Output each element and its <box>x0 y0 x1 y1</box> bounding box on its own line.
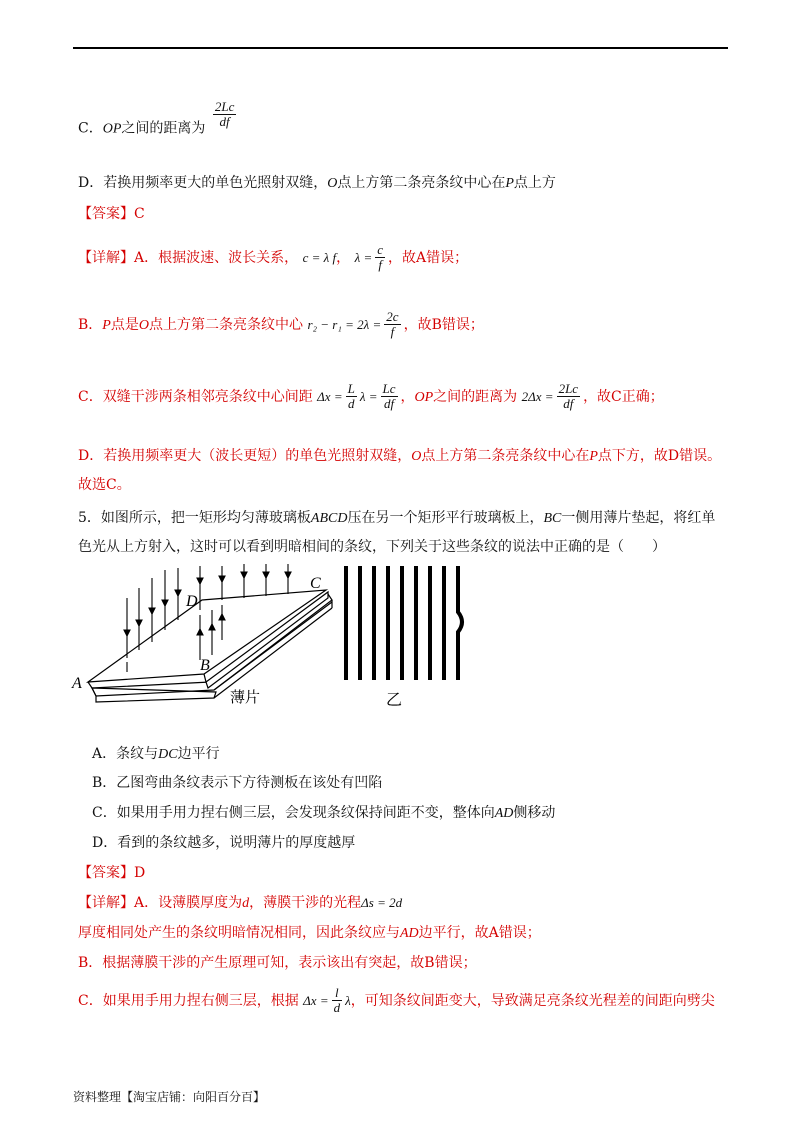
detail-4-line-5: 故选C。 <box>78 477 131 493</box>
label-shim: 薄片 <box>230 688 261 706</box>
question-5-line-1: 5．如图所示，把一矩形均匀薄玻璃板ABCD压在另一个矩形平行玻璃板上，BC一侧用薄片垫起，将红单 <box>78 510 716 526</box>
detail-5-line-1: 【详解】A．设薄膜厚度为d，薄膜干涉的光程Δs = 2d <box>78 895 403 911</box>
footer-source: 资料整理【淘宝店铺：向阳百分百】 <box>73 1090 266 1104</box>
label-yi: 乙 <box>386 690 403 709</box>
detail-5-line-2: 厚度相同处产生的条纹明暗情况相同，因此条纹应与AD边平行，故A错误； <box>78 925 541 941</box>
detail-5-line-4: C．如果用手用力捏右侧三层，根据 Δx = $\frac{l}{d}$ λ，可知条纹间距变大，导致满足亮条纹光程差的间距向劈尖 <box>78 985 715 1016</box>
detail-5-line-3: B．根据薄膜干涉的产生原理可知，表示该出有突起，故B错误； <box>78 955 477 971</box>
detail-4-line-4: D．若换用频率更大（波长更短）的单色光照射双缝，O点上方第二条亮条纹中心在P点下方，故D错误。 <box>78 448 722 464</box>
q5-option-d: D．看到的条纹越多，说明薄片的厚度越厚 <box>92 835 356 851</box>
label-a: A <box>72 675 82 692</box>
question-5-line-2: 色光从上方射入，这时可以看到明暗相间的条纹，下列关于这些条纹的说法中正确的是（ ） <box>78 539 666 555</box>
answer-4: 【答案】C <box>78 206 145 222</box>
figure-question-5 <box>70 560 450 714</box>
option-d-prev: D．若换用频率更大的单色光照射双缝，O点上方第二条亮条纹中心在P点上方 <box>78 175 556 191</box>
label-c: C <box>310 575 321 592</box>
header-rule <box>73 47 728 49</box>
label-b: B <box>200 657 210 674</box>
detail-4-line-3: C．双缝干涉两条相邻亮条纹中心间距 Δx = $\frac{L}{d}$ λ = $\frac{Lc}{df}$ ，OP之间的距离为 2Δx = $\frac{2Lc}{df}$ ，故C正确； <box>78 381 664 412</box>
option-c-prev: C．OP之间的距离为 $\frac{2Lc}{df}$ <box>78 99 235 137</box>
q5-option-c: C．如果用手用力捏右侧三层，会发现条纹保持间距不变，整体向AD侧移动 <box>92 805 556 821</box>
q5-option-a: A．条纹与DC边平行 <box>92 746 220 762</box>
q5-option-b: B．乙图弯曲条纹表示下方待测板在该处有凹陷 <box>92 775 383 791</box>
detail-4-line-1: 【详解】A．根据波速、波长关系， c = λ f， λ = $\frac{c}{f}$ ，故A错误； <box>78 242 469 273</box>
detail-4-line-2: B．P点是O点上方第二条亮条纹中心 r₂ − r₁ = 2λ = $\frac{2c}{f}$ ，故B错误； <box>78 309 484 340</box>
label-d: D <box>186 593 198 610</box>
answer-5: 【答案】D <box>78 865 146 881</box>
fringe-pattern-diagram <box>340 560 470 710</box>
